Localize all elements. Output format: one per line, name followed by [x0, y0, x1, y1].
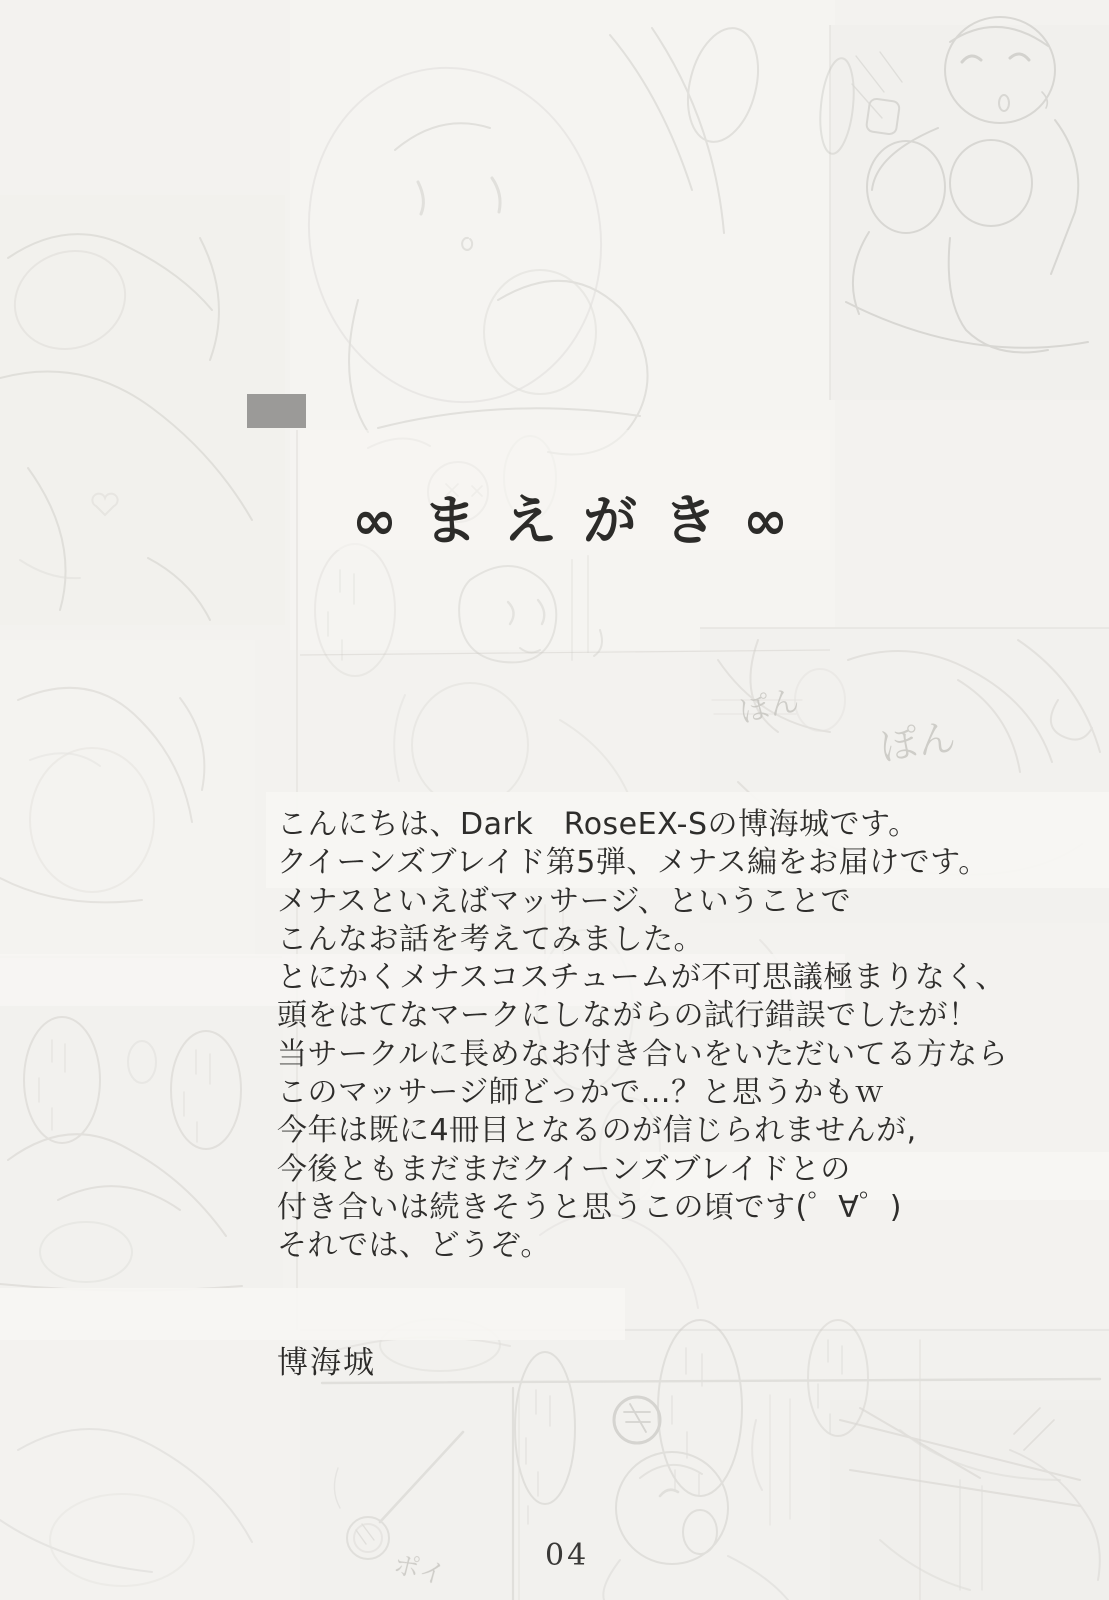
preface-text [277, 806, 1008, 1266]
preface-line: こんなお話を考えてみました。 [277, 921, 704, 957]
preface-line: こんにちは、Dark RoseEX-Sの博海城です。 [277, 807, 919, 842]
author-signature: 博海城 [277, 1345, 376, 1381]
preface-line: 当サークルに長めなお付き合いをいただいてる方なら [277, 1036, 1009, 1072]
page-title: ∞まえがき∞ [352, 489, 814, 552]
censor-block [247, 394, 306, 428]
sketch-note: ポイ [390, 1549, 449, 1592]
preface-line: 付き合いは続きそうと思うこの頃です(゜∀゜) [277, 1189, 902, 1225]
preface-line: 今後ともまだまだクイーンズブレイドとの [277, 1151, 851, 1187]
preface-line: クイーンズブレイド第5弾、メナス編をお届けです。 [277, 845, 989, 881]
preface-line: とにかくメナスコスチュームが不可思議極まりなく、 [277, 960, 1006, 996]
preface-line: 今年は既に4冊目となるのが信じられませんが, [277, 1113, 917, 1149]
preface-line: メナスといえばマッサージ、ということで [277, 883, 852, 919]
preface-line: 頭をはてなマークにしながらの試行錯誤でしたが！ [277, 998, 979, 1034]
sketch-note: ぽん [736, 683, 803, 730]
preface-line: それでは、どうぞ。 [277, 1228, 551, 1264]
sketch-note: ぽん [877, 714, 959, 769]
page-number: 04 [545, 1538, 590, 1573]
preface-line: このマッサージ師どっかで…？と思うかもｗ [277, 1075, 885, 1111]
